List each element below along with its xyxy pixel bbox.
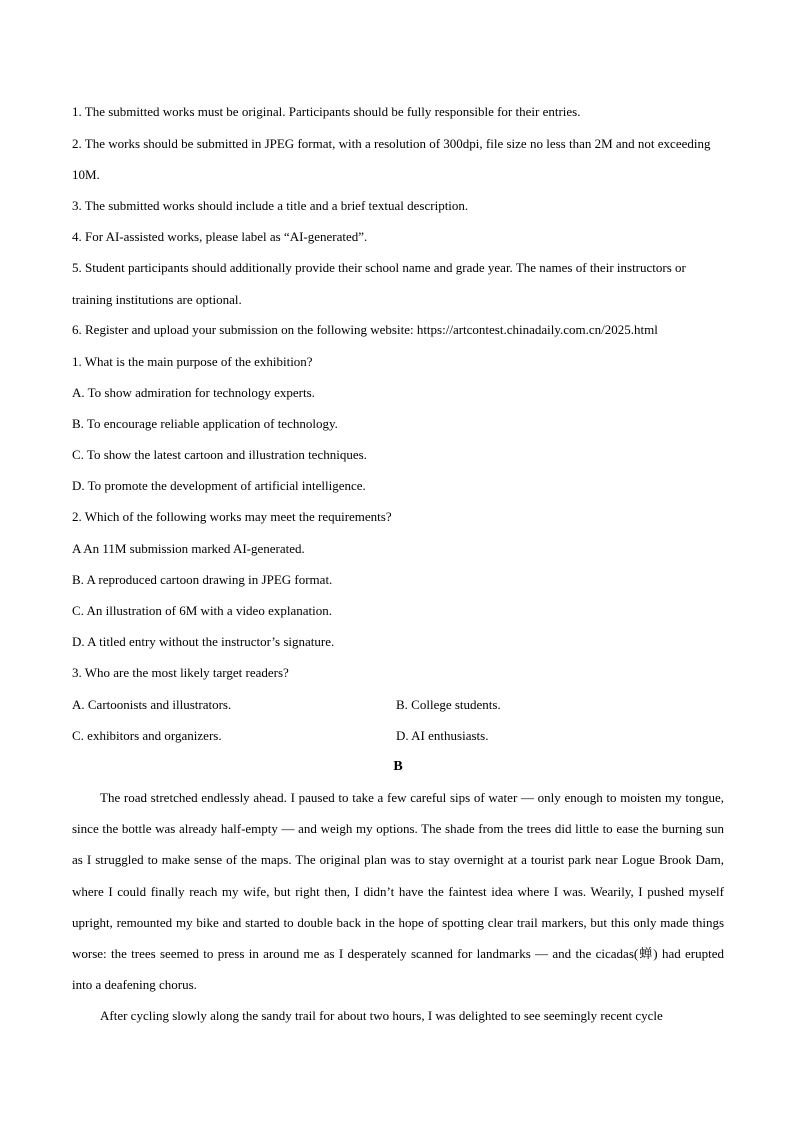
rule-item: 6. Register and upload your submission on the following website: https://artcontest.chinadaily.com.cn/2025.html: [72, 322, 658, 338]
question-option[interactable]: B. A reproduced cartoon drawing in JPEG format.: [72, 571, 333, 587]
question-option[interactable]: D. A titled entry without the instructor’s signature.: [72, 634, 335, 650]
rule-item: [72, 252, 724, 314]
document-page: [72, 101, 724, 1032]
option-row: [72, 694, 724, 725]
rule-item: 4. For AI-assisted works, please label as “AI-generated”.: [72, 228, 368, 244]
question-stem: 3. Who are the most likely target readers?: [72, 665, 289, 681]
rule-item: 1. The submitted works must be original. Participants should be fully responsible for their entries.: [72, 104, 581, 119]
question-stem: 1. What is the main purpose of the exhibition?: [72, 353, 313, 369]
question-option[interactable]: A. Cartoonists and illustrators.: [72, 696, 232, 712]
question-option[interactable]: D. AI enthusiasts.: [396, 727, 489, 743]
question-option[interactable]: D. To promote the development of artificial intelligence.: [72, 478, 366, 494]
question-option[interactable]: B. College students.: [396, 696, 501, 712]
rule-text: 5. Student participants should additionally provide their school name and grade year. The names of their instructors or training institutions are optional.: [72, 260, 686, 307]
question-option[interactable]: C. To show the latest cartoon and illustration techniques.: [72, 447, 367, 463]
option-row: [72, 725, 724, 756]
section-heading: B: [393, 758, 403, 774]
question-option[interactable]: A. To show admiration for technology experts.: [72, 384, 315, 400]
question-stem: 2. Which of the following works may meet the requirements?: [72, 509, 392, 525]
passage-paragraph: After cycling slowly along the sandy trail for about two hours, I was delighted to see seemingly recent cycle: [100, 1008, 663, 1024]
passage-paragraph: The road stretched endlessly ahead. I paused to take a few careful sips of water — only enough to moisten my tongue, since the bottle was already half-empty — and weigh my options. The shade from the trees did little to ease the burning sun as I struggled to make sense of the maps. The original plan was to stay overnight at a tourist park near Logue Brook Dam, where I could finally reach my wife, but right then, I didn’t have the faintest idea where I was. Wearily, I pushed myself upright, remounted my bike and started to double back in the hope of spotting clear trail markers, but this only made things worse: the trees seemed to press in around me as I desperately scanned for landmarks — and the cicadas(蝉) had erupted into a deafening chorus.: [72, 789, 724, 993]
question-option[interactable]: C. exhibitors and organizers.: [72, 727, 222, 743]
rule-item: [72, 128, 724, 190]
question-option[interactable]: A An 11M submission marked AI-generated.: [72, 540, 305, 556]
question-option[interactable]: B. To encourage reliable application of technology.: [72, 415, 338, 431]
rule-item: 3. The submitted works should include a title and a brief textual description.: [72, 197, 469, 213]
question-option[interactable]: C. An illustration of 6M with a video explanation.: [72, 603, 332, 619]
rule-text: 2. The works should be submitted in JPEG format, with a resolution of 300dpi, file size no less than 2M and not exceeding 10M.: [72, 135, 711, 182]
